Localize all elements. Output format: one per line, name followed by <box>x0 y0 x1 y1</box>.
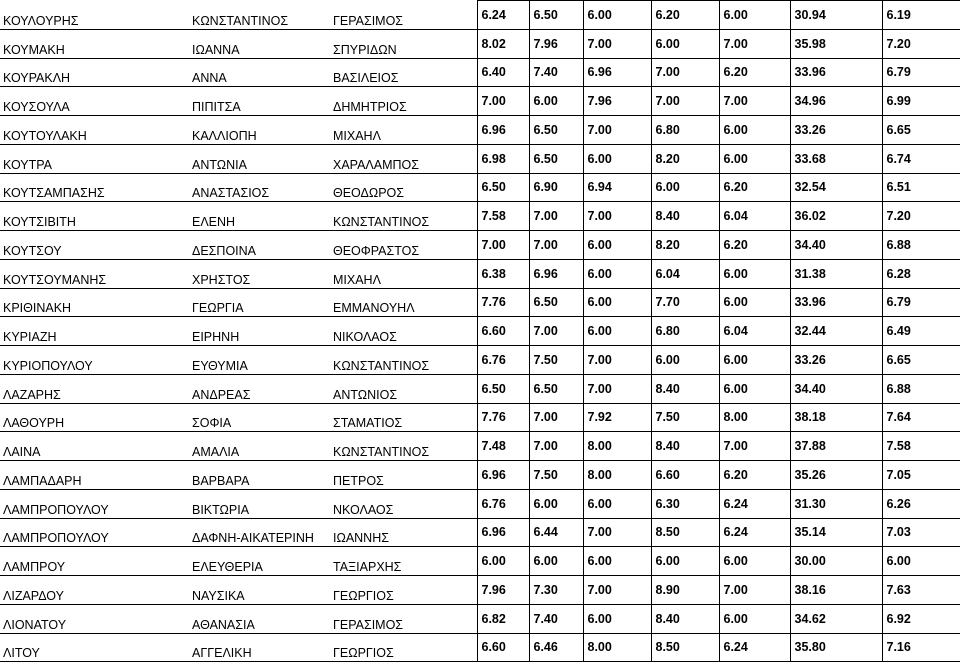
surname-cell: ΚΟΥΣΟΥΛΑ <box>0 87 189 116</box>
grade-5-cell: 6.00 <box>719 346 790 375</box>
father-name-cell: ΒΑΣΙΛΕΙΟΣ <box>330 58 477 87</box>
table-row <box>0 374 960 403</box>
grade-3-cell: 7.00 <box>583 374 651 403</box>
surname-cell: ΚΥΡΙΟΠΟΥΛΟΥ <box>0 346 189 375</box>
total-cell: 38.18 <box>790 403 882 432</box>
total-cell: 33.26 <box>790 346 882 375</box>
surname-cell: ΚΟΥΜΑΚΗ <box>0 29 189 58</box>
average-cell: 7.03 <box>882 518 960 547</box>
grade-5-cell: 6.04 <box>719 202 790 231</box>
grade-1-cell: 7.58 <box>477 202 529 231</box>
grade-2-cell: 7.50 <box>529 346 583 375</box>
grade-3-cell: 7.92 <box>583 403 651 432</box>
table-row <box>0 547 960 576</box>
table-row <box>0 202 960 231</box>
father-name-cell: ΣΠΥΡΙΔΩΝ <box>330 29 477 58</box>
table-row <box>0 317 960 346</box>
grade-2-cell: 6.50 <box>529 144 583 173</box>
average-cell: 7.16 <box>882 633 960 662</box>
grade-1-cell: 7.00 <box>477 87 529 116</box>
grade-5-cell: 6.00 <box>719 288 790 317</box>
grade-2-cell: 6.50 <box>529 288 583 317</box>
grade-3-cell: 7.96 <box>583 87 651 116</box>
grade-1-cell: 6.24 <box>477 1 529 30</box>
grade-2-cell: 6.00 <box>529 547 583 576</box>
grade-5-cell: 6.00 <box>719 259 790 288</box>
surname-cell: ΚΟΥΤΣΙΒΙΤΗ <box>0 202 189 231</box>
total-cell: 32.44 <box>790 317 882 346</box>
first-name-cell: ΓΕΩΡΓΙΑ <box>189 288 330 317</box>
grade-4-cell: 8.50 <box>651 518 719 547</box>
grade-1-cell: 6.82 <box>477 604 529 633</box>
grade-3-cell: 7.00 <box>583 576 651 605</box>
table-row <box>0 87 960 116</box>
grade-5-cell: 6.20 <box>719 461 790 490</box>
grade-3-cell: 6.94 <box>583 173 651 202</box>
surname-cell: ΛΑΖΑΡΗΣ <box>0 374 189 403</box>
grade-4-cell: 6.00 <box>651 173 719 202</box>
father-name-cell: ΘΕΟΔΩΡΟΣ <box>330 173 477 202</box>
average-cell: 6.88 <box>882 231 960 260</box>
grade-5-cell: 6.00 <box>719 116 790 145</box>
grade-2-cell: 7.30 <box>529 576 583 605</box>
first-name-cell: ΝΑΥΣΙΚΑ <box>189 576 330 605</box>
grade-5-cell: 7.00 <box>719 29 790 58</box>
father-name-cell: ΚΩΝΣΤΑΝΤΙΝΟΣ <box>330 346 477 375</box>
table-row <box>0 403 960 432</box>
first-name-cell: ΚΩΝΣΤΑΝΤΙΝΟΣ <box>189 1 330 30</box>
grade-4-cell: 8.40 <box>651 374 719 403</box>
grade-3-cell: 7.00 <box>583 518 651 547</box>
grade-2-cell: 7.00 <box>529 202 583 231</box>
grade-4-cell: 8.40 <box>651 604 719 633</box>
grade-3-cell: 8.00 <box>583 461 651 490</box>
table-row <box>0 58 960 87</box>
grade-1-cell: 6.50 <box>477 374 529 403</box>
table-row <box>0 489 960 518</box>
grade-1-cell: 6.96 <box>477 116 529 145</box>
average-cell: 6.19 <box>882 1 960 30</box>
average-cell: 7.58 <box>882 432 960 461</box>
father-name-cell: ΓΕΡΑΣΙΜΟΣ <box>330 604 477 633</box>
grade-3-cell: 7.00 <box>583 202 651 231</box>
average-cell: 7.05 <box>882 461 960 490</box>
first-name-cell: ΠΙΠΙΤΣΑ <box>189 87 330 116</box>
grade-3-cell: 6.00 <box>583 317 651 346</box>
grade-3-cell: 6.00 <box>583 547 651 576</box>
surname-cell: ΛΙΖΑΡΔΟΥ <box>0 576 189 605</box>
total-cell: 38.16 <box>790 576 882 605</box>
grade-3-cell: 6.00 <box>583 604 651 633</box>
father-name-cell: ΓΕΩΡΓΙΟΣ <box>330 633 477 662</box>
father-name-cell: ΜΙΧΑΗΛ <box>330 259 477 288</box>
surname-cell: ΛΑΜΠΑΔΑΡΗ <box>0 461 189 490</box>
total-cell: 35.14 <box>790 518 882 547</box>
grade-3-cell: 8.00 <box>583 633 651 662</box>
grade-1-cell: 7.76 <box>477 403 529 432</box>
grade-3-cell: 7.00 <box>583 346 651 375</box>
table-row <box>0 576 960 605</box>
grade-4-cell: 6.00 <box>651 346 719 375</box>
grade-3-cell: 6.00 <box>583 259 651 288</box>
surname-cell: ΚΟΥΡΑΚΛΗ <box>0 58 189 87</box>
grade-2-cell: 7.00 <box>529 317 583 346</box>
grade-5-cell: 6.24 <box>719 489 790 518</box>
father-name-cell: ΚΩΝΣΤΑΝΤΙΝΟΣ <box>330 202 477 231</box>
grade-4-cell: 8.20 <box>651 231 719 260</box>
total-cell: 36.02 <box>790 202 882 231</box>
grade-4-cell: 6.00 <box>651 547 719 576</box>
grade-2-cell: 6.00 <box>529 489 583 518</box>
grade-5-cell: 7.00 <box>719 576 790 605</box>
surname-cell: ΚΟΥΤΣΑΜΠΑΣΗΣ <box>0 173 189 202</box>
father-name-cell: ΤΑΞΙΑΡΧΗΣ <box>330 547 477 576</box>
grade-3-cell: 7.00 <box>583 116 651 145</box>
first-name-cell: ΕΛΕΥΘΕΡΙΑ <box>189 547 330 576</box>
surname-cell: ΛΑΘΟΥΡΗ <box>0 403 189 432</box>
total-cell: 34.40 <box>790 231 882 260</box>
surname-cell: ΚΥΡΙΑΖΗ <box>0 317 189 346</box>
father-name-cell: ΝΙΚΟΛΑΟΣ <box>330 317 477 346</box>
surname-cell: ΚΟΥΤΣΟΥ <box>0 231 189 260</box>
table-row <box>0 432 960 461</box>
grade-2-cell: 7.00 <box>529 403 583 432</box>
table-row <box>0 461 960 490</box>
grade-5-cell: 6.20 <box>719 231 790 260</box>
table-row <box>0 1 960 30</box>
average-cell: 6.49 <box>882 317 960 346</box>
grade-5-cell: 6.00 <box>719 547 790 576</box>
total-cell: 34.62 <box>790 604 882 633</box>
father-name-cell: ΙΩΑΝΝΗΣ <box>330 518 477 547</box>
father-name-cell: ΘΕΟΦΡΑΣΤΟΣ <box>330 231 477 260</box>
grade-2-cell: 7.00 <box>529 231 583 260</box>
grade-4-cell: 6.30 <box>651 489 719 518</box>
surname-cell: ΚΟΥΛΟΥΡΗΣ <box>0 1 189 30</box>
grade-4-cell: 7.70 <box>651 288 719 317</box>
father-name-cell: ΑΝΤΩΝΙΟΣ <box>330 374 477 403</box>
grade-2-cell: 6.96 <box>529 259 583 288</box>
grade-3-cell: 6.00 <box>583 489 651 518</box>
average-cell: 6.65 <box>882 116 960 145</box>
average-cell: 6.74 <box>882 144 960 173</box>
grade-3-cell: 6.96 <box>583 58 651 87</box>
grade-5-cell: 6.00 <box>719 604 790 633</box>
grade-2-cell: 7.50 <box>529 461 583 490</box>
father-name-cell: ΠΕΤΡΟΣ <box>330 461 477 490</box>
grade-2-cell: 6.46 <box>529 633 583 662</box>
grade-2-cell: 6.50 <box>529 116 583 145</box>
grade-3-cell: 7.00 <box>583 29 651 58</box>
average-cell: 7.64 <box>882 403 960 432</box>
total-cell: 31.38 <box>790 259 882 288</box>
father-name-cell: ΜΙΧΑΗΛ <box>330 116 477 145</box>
total-cell: 34.40 <box>790 374 882 403</box>
total-cell: 35.98 <box>790 29 882 58</box>
grade-1-cell: 6.76 <box>477 489 529 518</box>
grade-3-cell: 6.00 <box>583 288 651 317</box>
surname-cell: ΛΑΜΠΡΟΠΟΥΛΟΥ <box>0 518 189 547</box>
grade-4-cell: 7.00 <box>651 87 719 116</box>
first-name-cell: ΑΘΑΝΑΣΙΑ <box>189 604 330 633</box>
average-cell: 7.20 <box>882 29 960 58</box>
first-name-cell: ΑΝΝΑ <box>189 58 330 87</box>
average-cell: 6.79 <box>882 58 960 87</box>
total-cell: 33.68 <box>790 144 882 173</box>
first-name-cell: ΚΑΛΛΙΟΠΗ <box>189 116 330 145</box>
table-row <box>0 604 960 633</box>
father-name-cell: ΚΩΝΣΤΑΝΤΙΝΟΣ <box>330 432 477 461</box>
grade-4-cell: 8.20 <box>651 144 719 173</box>
table-row <box>0 231 960 260</box>
grade-3-cell: 6.00 <box>583 231 651 260</box>
grade-1-cell: 6.76 <box>477 346 529 375</box>
first-name-cell: ΑΝΑΣΤΑΣΙΟΣ <box>189 173 330 202</box>
average-cell: 6.65 <box>882 346 960 375</box>
average-cell: 6.00 <box>882 547 960 576</box>
first-name-cell: ΑΝΔΡΕΑΣ <box>189 374 330 403</box>
grade-3-cell: 8.00 <box>583 432 651 461</box>
table-row <box>0 116 960 145</box>
grade-5-cell: 6.04 <box>719 317 790 346</box>
table-row <box>0 259 960 288</box>
grade-4-cell: 6.00 <box>651 29 719 58</box>
grade-1-cell: 7.76 <box>477 288 529 317</box>
grade-4-cell: 6.80 <box>651 116 719 145</box>
grade-1-cell: 7.48 <box>477 432 529 461</box>
average-cell: 6.79 <box>882 288 960 317</box>
first-name-cell: ΑΝΤΩΝΙΑ <box>189 144 330 173</box>
total-cell: 37.88 <box>790 432 882 461</box>
average-cell: 6.92 <box>882 604 960 633</box>
average-cell: 6.99 <box>882 87 960 116</box>
surname-cell: ΚΡΙΘΙΝΑΚΗ <box>0 288 189 317</box>
grade-4-cell: 6.60 <box>651 461 719 490</box>
grade-1-cell: 6.96 <box>477 518 529 547</box>
grade-1-cell: 6.98 <box>477 144 529 173</box>
average-cell: 7.20 <box>882 202 960 231</box>
father-name-cell: ΓΕΡΑΣΙΜΟΣ <box>330 1 477 30</box>
grade-3-cell: 6.00 <box>583 144 651 173</box>
grade-2-cell: 7.96 <box>529 29 583 58</box>
grade-4-cell: 7.50 <box>651 403 719 432</box>
grade-2-cell: 6.50 <box>529 1 583 30</box>
grade-5-cell: 6.20 <box>719 58 790 87</box>
first-name-cell: ΕΥΘΥΜΙΑ <box>189 346 330 375</box>
grade-5-cell: 8.00 <box>719 403 790 432</box>
first-name-cell: ΕΛΕΝΗ <box>189 202 330 231</box>
surname-cell: ΚΟΥΤΟΥΛΑΚΗ <box>0 116 189 145</box>
table-row <box>0 29 960 58</box>
grade-5-cell: 6.24 <box>719 633 790 662</box>
total-cell: 33.26 <box>790 116 882 145</box>
average-cell: 6.51 <box>882 173 960 202</box>
grade-4-cell: 8.50 <box>651 633 719 662</box>
grade-5-cell: 6.20 <box>719 173 790 202</box>
first-name-cell: ΔΑΦΝΗ-ΑΙΚΑΤΕΡΙΝΗ <box>189 518 330 547</box>
first-name-cell: ΧΡΗΣΤΟΣ <box>189 259 330 288</box>
grade-1-cell: 6.00 <box>477 547 529 576</box>
surname-cell: ΛΙΟΝΑΤΟΥ <box>0 604 189 633</box>
grade-5-cell: 6.24 <box>719 518 790 547</box>
grade-2-cell: 7.00 <box>529 432 583 461</box>
first-name-cell: ΕΙΡΗΝΗ <box>189 317 330 346</box>
grade-5-cell: 6.00 <box>719 1 790 30</box>
grade-4-cell: 8.40 <box>651 202 719 231</box>
average-cell: 6.26 <box>882 489 960 518</box>
grade-2-cell: 7.40 <box>529 604 583 633</box>
grade-2-cell: 6.50 <box>529 374 583 403</box>
father-name-cell: ΣΤΑΜΑΤΙΟΣ <box>330 403 477 432</box>
surname-cell: ΛΑΙΝΑ <box>0 432 189 461</box>
grade-1-cell: 7.00 <box>477 231 529 260</box>
total-cell: 33.96 <box>790 288 882 317</box>
total-cell: 35.26 <box>790 461 882 490</box>
total-cell: 31.30 <box>790 489 882 518</box>
grade-4-cell: 7.00 <box>651 58 719 87</box>
father-name-cell: ΔΗΜΗΤΡΙΟΣ <box>330 87 477 116</box>
grade-2-cell: 6.44 <box>529 518 583 547</box>
average-cell: 6.88 <box>882 374 960 403</box>
total-cell: 32.54 <box>790 173 882 202</box>
grade-4-cell: 6.04 <box>651 259 719 288</box>
grade-1-cell: 6.60 <box>477 633 529 662</box>
surname-cell: ΛΑΜΠΡΟΠΟΥΛΟΥ <box>0 489 189 518</box>
grade-1-cell: 7.96 <box>477 576 529 605</box>
grade-2-cell: 6.90 <box>529 173 583 202</box>
surname-cell: ΚΟΥΤΡΑ <box>0 144 189 173</box>
father-name-cell: ΧΑΡΑΛΑΜΠΟΣ <box>330 144 477 173</box>
grade-1-cell: 8.02 <box>477 29 529 58</box>
father-name-cell: ΕΜΜΑΝΟΥΗΛ <box>330 288 477 317</box>
grade-5-cell: 6.00 <box>719 374 790 403</box>
table-row <box>0 173 960 202</box>
table-row <box>0 144 960 173</box>
surname-cell: ΛΑΜΠΡΟΥ <box>0 547 189 576</box>
first-name-cell: ΔΕΣΠΟΙΝΑ <box>189 231 330 260</box>
grade-4-cell: 8.40 <box>651 432 719 461</box>
first-name-cell: ΑΓΓΕΛΙΚΗ <box>189 633 330 662</box>
surname-cell: ΛΙΤΟΥ <box>0 633 189 662</box>
average-cell: 6.28 <box>882 259 960 288</box>
grade-5-cell: 6.00 <box>719 144 790 173</box>
table-row <box>0 346 960 375</box>
grade-1-cell: 6.96 <box>477 461 529 490</box>
grade-1-cell: 6.38 <box>477 259 529 288</box>
grade-4-cell: 8.90 <box>651 576 719 605</box>
table-row <box>0 633 960 662</box>
first-name-cell: ΙΩΑΝΝΑ <box>189 29 330 58</box>
grade-1-cell: 6.60 <box>477 317 529 346</box>
grade-2-cell: 7.40 <box>529 58 583 87</box>
total-cell: 35.80 <box>790 633 882 662</box>
grade-4-cell: 6.80 <box>651 317 719 346</box>
grade-1-cell: 6.40 <box>477 58 529 87</box>
total-cell: 33.96 <box>790 58 882 87</box>
first-name-cell: ΒΙΚΤΩΡΙΑ <box>189 489 330 518</box>
father-name-cell: ΝΚΟΛΑΟΣ <box>330 489 477 518</box>
surname-cell: ΚΟΥΤΣΟΥΜΑΝΗΣ <box>0 259 189 288</box>
grade-4-cell: 6.20 <box>651 1 719 30</box>
grade-1-cell: 6.50 <box>477 173 529 202</box>
table-row <box>0 288 960 317</box>
total-cell: 30.00 <box>790 547 882 576</box>
table-row <box>0 518 960 547</box>
total-cell: 34.96 <box>790 87 882 116</box>
total-cell: 30.94 <box>790 1 882 30</box>
grade-5-cell: 7.00 <box>719 432 790 461</box>
grade-2-cell: 6.00 <box>529 87 583 116</box>
first-name-cell: ΑΜΑΛΙΑ <box>189 432 330 461</box>
first-name-cell: ΒΑΡΒΑΡΑ <box>189 461 330 490</box>
first-name-cell: ΣΟΦΙΑ <box>189 403 330 432</box>
average-cell: 7.63 <box>882 576 960 605</box>
father-name-cell: ΓΕΩΡΓΙΟΣ <box>330 576 477 605</box>
grade-5-cell: 7.00 <box>719 87 790 116</box>
grade-3-cell: 6.00 <box>583 1 651 30</box>
